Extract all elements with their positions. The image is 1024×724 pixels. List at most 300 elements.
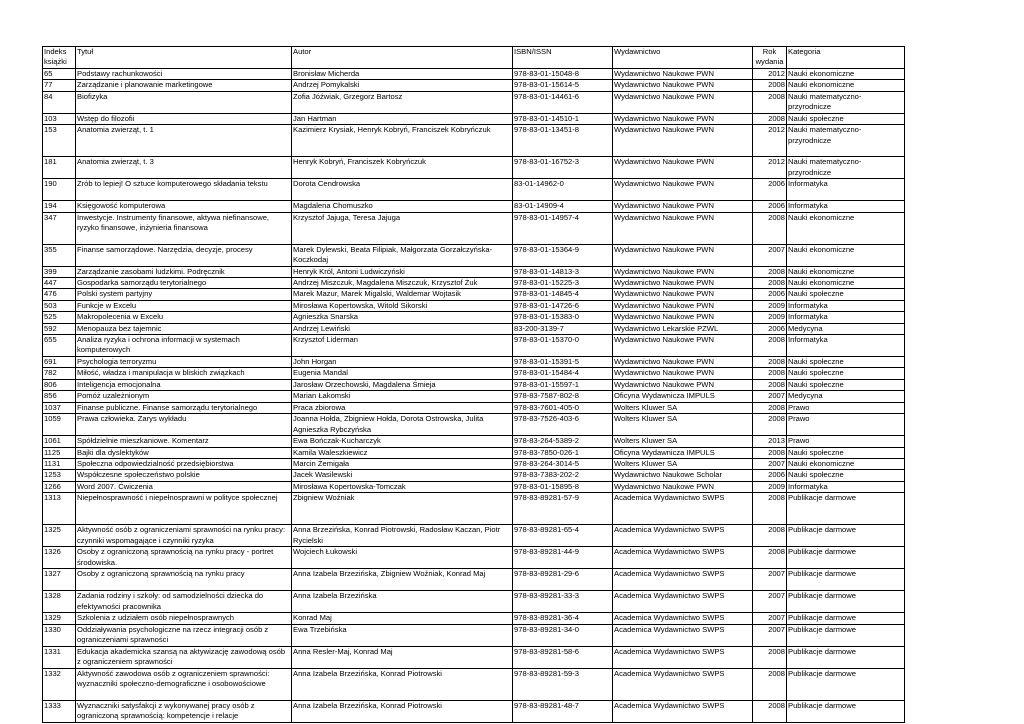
cell-isbn: 978-83-01-16752-3: [513, 157, 613, 179]
cell-rok: 2007: [753, 244, 787, 266]
cell-wydawnictwo: Oficyna Wydawnicza IMPULS: [613, 447, 753, 458]
cell-tytul: Psychologia terroryzmu: [76, 357, 292, 368]
cell-autor: Magdalena Chomuszko: [292, 201, 513, 212]
cell-kategoria: Publikacje darmowe: [787, 624, 905, 646]
cell-wydawnictwo: Wydawnictwo Naukowe PWN: [613, 289, 753, 300]
cell-indeks: 806: [43, 379, 76, 390]
cell-wydawnictwo: Wydawnictwo Naukowe Scholar: [613, 470, 753, 481]
cell-autor: Jarosław Orzechowski, Magdalena Śmieja: [292, 379, 513, 390]
cell-kategoria: Nauki społeczne: [787, 470, 905, 481]
cell-kategoria: Prawo: [787, 414, 905, 436]
cell-kategoria: Publikacje darmowe: [787, 547, 905, 569]
cell-indeks: 1332: [43, 668, 76, 700]
table-row: [43, 157, 905, 179]
cell-indeks: 1333: [43, 700, 76, 722]
cell-isbn: 978-83-89281-57-9: [513, 493, 613, 525]
cell-autor: Andrzej Miszczuk, Magdalena Miszczuk, Krzysztof Żuk: [292, 278, 513, 289]
cell-autor: Marian Łakomski: [292, 391, 513, 402]
cell-tytul: Zadania rodziny i szkoły: od samodzielności dziecka do efektywności pracownika: [76, 591, 292, 613]
cell-rok: 2008: [753, 80, 787, 91]
cell-isbn: 978-83-01-14726-6: [513, 300, 613, 311]
table-row: [43, 700, 905, 722]
cell-wydawnictwo: Academica Wydawnictwo SWPS: [613, 613, 753, 624]
table-row: [43, 113, 905, 124]
cell-wydawnictwo: Wolters Kluwer SA: [613, 414, 753, 436]
cell-kategoria: Informatyka: [787, 312, 905, 323]
table-row: [43, 80, 905, 91]
cell-autor: Zofia Jóźwiak, Grzegorz Bartosz: [292, 91, 513, 113]
table-row: [43, 493, 905, 525]
cell-tytul: Oddziaływania psychologiczne na rzecz integracji osób z ograniczeniami sprawności: [76, 624, 292, 646]
header-autor: Autor: [292, 47, 513, 69]
table-row: [43, 335, 905, 357]
table-row: [43, 668, 905, 700]
cell-isbn: 978-83-01-15484-4: [513, 368, 613, 379]
cell-wydawnictwo: Wolters Kluwer SA: [613, 458, 753, 469]
cell-rok: 2008: [753, 447, 787, 458]
cell-wydawnictwo: Wydawnictwo Naukowe PWN: [613, 80, 753, 91]
cell-isbn: 978-83-01-15370-0: [513, 335, 613, 357]
cell-isbn: 978-83-89281-59-3: [513, 668, 613, 700]
cell-wydawnictwo: Wydawnictwo Lekarskie PZWL: [613, 323, 753, 334]
cell-autor: Bronisław Micherda: [292, 69, 513, 80]
cell-kategoria: Nauki ekonomiczne: [787, 266, 905, 277]
cell-tytul: Finanse publiczne. Finanse samorządu terytorialnego: [76, 402, 292, 413]
cell-isbn: 978-83-89281-44-9: [513, 547, 613, 569]
cell-kategoria: Nauki społeczne: [787, 368, 905, 379]
cell-autor: Marcin Żemigała: [292, 458, 513, 469]
cell-tytul: Bajki dla dyslektyków: [76, 447, 292, 458]
cell-tytul: Gospodarka samorządu terytorialnego: [76, 278, 292, 289]
cell-tytul: Pomóż uzależnionym: [76, 391, 292, 402]
cell-autor: Anna Resler-Maj, Konrad Maj: [292, 646, 513, 668]
cell-tytul: Miłość, władza i manipulacja w bliskich związkach: [76, 368, 292, 379]
cell-rok: 2007: [753, 569, 787, 591]
cell-tytul: Osoby z ograniczoną sprawnością na rynku pracy - portret środowiska.: [76, 547, 292, 569]
cell-isbn: 978-83-7587-802-8: [513, 391, 613, 402]
cell-rok: 2008: [753, 368, 787, 379]
cell-rok: 2008: [753, 525, 787, 547]
cell-isbn: 978-83-01-15225-3: [513, 278, 613, 289]
cell-indeks: 1061: [43, 436, 76, 447]
table-row: [43, 179, 905, 201]
table-row: [43, 613, 905, 624]
cell-tytul: Edukacja akademicka szansą na aktywizację zawodową osób z ograniczeniem sprawności: [76, 646, 292, 668]
cell-indeks: 592: [43, 323, 76, 334]
cell-tytul: Podstawy rachunkowości: [76, 69, 292, 80]
cell-wydawnictwo: Wydawnictwo Naukowe PWN: [613, 357, 753, 368]
cell-indeks: 525: [43, 312, 76, 323]
cell-indeks: 103: [43, 113, 76, 124]
cell-wydawnictwo: Academica Wydawnictwo SWPS: [613, 525, 753, 547]
cell-isbn: 978-83-01-15048-8: [513, 69, 613, 80]
table-row: [43, 323, 905, 334]
cell-isbn: 978-83-89281-34-0: [513, 624, 613, 646]
cell-wydawnictwo: Wydawnictwo Naukowe PWN: [613, 312, 753, 323]
cell-autor: Henryk Kobryń, Franciszek Kobryńczuk: [292, 157, 513, 179]
cell-rok: 2008: [753, 91, 787, 113]
cell-tytul: Anatomia zwierząt, t. 3: [76, 157, 292, 179]
cell-kategoria: Prawo: [787, 402, 905, 413]
cell-kategoria: Nauki społeczne: [787, 379, 905, 390]
cell-kategoria: Nauki ekonomiczne: [787, 80, 905, 91]
cell-isbn: 978-83-01-14510-1: [513, 113, 613, 124]
cell-tytul: Makropolecenia w Excelu: [76, 312, 292, 323]
cell-tytul: Inwestycje. Instrumenty finansowe, aktywa niefinansowe, ryzyko finansowe, inżynieria finansowa: [76, 212, 292, 244]
cell-isbn: 978-83-01-15391-5: [513, 357, 613, 368]
cell-wydawnictwo: Wolters Kluwer SA: [613, 402, 753, 413]
cell-rok: 2007: [753, 613, 787, 624]
cell-kategoria: Nauki matematyczno-przyrodnicze: [787, 125, 905, 157]
cell-rok: 2008: [753, 357, 787, 368]
cell-wydawnictwo: Academica Wydawnictwo SWPS: [613, 624, 753, 646]
cell-isbn: 83-01-14909-4: [513, 201, 613, 212]
cell-indeks: 691: [43, 357, 76, 368]
table-row: [43, 244, 905, 266]
cell-indeks: 1266: [43, 481, 76, 492]
cell-rok: 2008: [753, 493, 787, 525]
cell-autor: John Horgan: [292, 357, 513, 368]
cell-wydawnictwo: Wydawnictwo Naukowe PWN: [613, 91, 753, 113]
cell-kategoria: Medycyna: [787, 323, 905, 334]
cell-kategoria: Nauki społeczne: [787, 113, 905, 124]
cell-kategoria: Nauki ekonomiczne: [787, 458, 905, 469]
cell-autor: Dorota Cendrowska: [292, 179, 513, 201]
cell-autor: Jacek Wasilewski: [292, 470, 513, 481]
cell-isbn: 83-200-3139-7: [513, 323, 613, 334]
cell-autor: Marek Dylewski, Beata Filipiak, Małgorzata Gorzałczyńska-Koczkodaj: [292, 244, 513, 266]
cell-indeks: 1313: [43, 493, 76, 525]
cell-kategoria: Informatyka: [787, 179, 905, 201]
cell-rok: 2009: [753, 300, 787, 311]
cell-tytul: Polski system partyjny: [76, 289, 292, 300]
table-row: [43, 458, 905, 469]
cell-rok: 2006: [753, 179, 787, 201]
cell-wydawnictwo: Wydawnictwo Naukowe PWN: [613, 368, 753, 379]
cell-rok: 2006: [753, 323, 787, 334]
cell-autor: Jan Hartman: [292, 113, 513, 124]
table-row: [43, 436, 905, 447]
cell-indeks: 153: [43, 125, 76, 157]
cell-indeks: 1331: [43, 646, 76, 668]
cell-isbn: 978-83-89281-33-3: [513, 591, 613, 613]
cell-wydawnictwo: Academica Wydawnictwo SWPS: [613, 493, 753, 525]
table-body: [43, 69, 905, 723]
cell-autor: Anna Izabela Brzezińska, Zbigniew Woźniak, Konrad Maj: [292, 569, 513, 591]
cell-tytul: Społeczna odpowiedzialność przedsiębiorstwa: [76, 458, 292, 469]
table-row: [43, 470, 905, 481]
cell-tytul: Zarządzanie i planowanie marketingowe: [76, 80, 292, 91]
cell-tytul: Niepełnosprawność i niepełnosprawni w polityce społecznej: [76, 493, 292, 525]
cell-wydawnictwo: Wydawnictwo Naukowe PWN: [613, 300, 753, 311]
cell-autor: Mirosława Kopertowska, Witold Sikorski: [292, 300, 513, 311]
table-row: [43, 414, 905, 436]
cell-indeks: 181: [43, 157, 76, 179]
cell-indeks: 1125: [43, 447, 76, 458]
table-row: [43, 278, 905, 289]
cell-indeks: 1059: [43, 414, 76, 436]
table-row: [43, 447, 905, 458]
table-row: [43, 91, 905, 113]
cell-isbn: 978-83-01-14461-6: [513, 91, 613, 113]
cell-tytul: Word 2007. Ćwiczenia: [76, 481, 292, 492]
cell-rok: 2007: [753, 591, 787, 613]
cell-autor: Joanna Hołda, Zbigniew Hołda, Dorota Ostrowska, Julita Agnieszka Rybczyńska: [292, 414, 513, 436]
cell-tytul: Spółdzielnie mieszkaniowe. Komentarz: [76, 436, 292, 447]
cell-isbn: 978-83-7850-026-1: [513, 447, 613, 458]
cell-rok: 2012: [753, 157, 787, 179]
cell-rok: 2008: [753, 212, 787, 244]
cell-autor: Anna Izabela Brzezińska, Konrad Piotrowski: [292, 668, 513, 700]
cell-wydawnictwo: Academica Wydawnictwo SWPS: [613, 569, 753, 591]
cell-wydawnictwo: Academica Wydawnictwo SWPS: [613, 646, 753, 668]
cell-isbn: 978-83-7526-403-6: [513, 414, 613, 436]
cell-kategoria: Publikacje darmowe: [787, 700, 905, 722]
cell-tytul: Wyznaczniki satysfakcji z wykonywanej pracy osób z ograniczoną sprawnością: kompetencje i relacje: [76, 700, 292, 722]
cell-wydawnictwo: Wydawnictwo Naukowe PWN: [613, 201, 753, 212]
cell-autor: Wojciech Łukowski: [292, 547, 513, 569]
table-row: [43, 402, 905, 413]
cell-indeks: 84: [43, 91, 76, 113]
cell-kategoria: Medycyna: [787, 391, 905, 402]
cell-isbn: 978-83-01-15614-5: [513, 80, 613, 91]
table-row: [43, 624, 905, 646]
cell-indeks: 503: [43, 300, 76, 311]
table-row: [43, 69, 905, 80]
cell-kategoria: Nauki ekonomiczne: [787, 244, 905, 266]
cell-wydawnictwo: Wydawnictwo Naukowe PWN: [613, 335, 753, 357]
cell-wydawnictwo: Wydawnictwo Naukowe PWN: [613, 157, 753, 179]
cell-indeks: 347: [43, 212, 76, 244]
cell-kategoria: Publikacje darmowe: [787, 525, 905, 547]
header-row: [43, 47, 905, 69]
cell-indeks: 782: [43, 368, 76, 379]
cell-tytul: Wstęp do filozofii: [76, 113, 292, 124]
cell-kategoria: Publikacje darmowe: [787, 493, 905, 525]
cell-indeks: 1131: [43, 458, 76, 469]
cell-autor: Eugenia Mandal: [292, 368, 513, 379]
cell-tytul: Zrób to lepiej! O sztuce komputerowego składania tekstu: [76, 179, 292, 201]
cell-kategoria: Nauki społeczne: [787, 447, 905, 458]
cell-autor: Praca zbiorowa: [292, 402, 513, 413]
cell-autor: Ewa Trzebińska: [292, 624, 513, 646]
cell-kategoria: Nauki ekonomiczne: [787, 278, 905, 289]
cell-autor: Kazimierz Krysiak, Henryk Kobryń, Franciszek Kobryńczuk: [292, 125, 513, 157]
cell-kategoria: Publikacje darmowe: [787, 668, 905, 700]
cell-wydawnictwo: Academica Wydawnictwo SWPS: [613, 700, 753, 722]
cell-indeks: 65: [43, 69, 76, 80]
cell-isbn: 978-83-89281-36-4: [513, 613, 613, 624]
cell-kategoria: Publikacje darmowe: [787, 591, 905, 613]
cell-rok: 2008: [753, 335, 787, 357]
cell-isbn: 978-83-01-15383-0: [513, 312, 613, 323]
cell-rok: 2013: [753, 436, 787, 447]
cell-indeks: 399: [43, 266, 76, 277]
cell-rok: 2007: [753, 624, 787, 646]
cell-tytul: Współczesne społeczeństwo polskie: [76, 470, 292, 481]
cell-autor: Agnieszka Snarska: [292, 312, 513, 323]
header-kategoria: Kategoria: [787, 47, 905, 69]
cell-autor: Andrzej Pomykalski: [292, 80, 513, 91]
cell-wydawnictwo: Wydawnictwo Naukowe PWN: [613, 481, 753, 492]
cell-isbn: 978-83-01-13451-8: [513, 125, 613, 157]
cell-kategoria: Publikacje darmowe: [787, 613, 905, 624]
cell-rok: 2006: [753, 470, 787, 481]
cell-kategoria: Nauki społeczne: [787, 289, 905, 300]
cell-tytul: Anatomia zwierząt, t. 1: [76, 125, 292, 157]
cell-isbn: 978-83-7601-405-0: [513, 402, 613, 413]
cell-kategoria: Nauki ekonomiczne: [787, 212, 905, 244]
cell-isbn: 978-83-89281-65-4: [513, 525, 613, 547]
cell-autor: Krzysztof Jajuga, Teresa Jajuga: [292, 212, 513, 244]
cell-isbn: 978-83-264-3014-5: [513, 458, 613, 469]
cell-wydawnictwo: Wydawnictwo Naukowe PWN: [613, 69, 753, 80]
cell-tytul: Analiza ryzyka i ochrona informacji w systemach komputerowych: [76, 335, 292, 357]
cell-rok: 2008: [753, 402, 787, 413]
table-row: [43, 289, 905, 300]
cell-autor: Henryk Król, Antoni Ludwiczyński: [292, 266, 513, 277]
cell-tytul: Księgowość komputerowa: [76, 201, 292, 212]
header-rok: Rok wydania: [753, 47, 787, 69]
cell-kategoria: Informatyka: [787, 335, 905, 357]
cell-isbn: 83-01-14962-0: [513, 179, 613, 201]
cell-isbn: 978-83-264-5389-2: [513, 436, 613, 447]
cell-tytul: Menopauza bez tajemnic: [76, 323, 292, 334]
cell-wydawnictwo: Academica Wydawnictwo SWPS: [613, 591, 753, 613]
cell-tytul: Prawa człowieka. Zarys wykładu: [76, 414, 292, 436]
cell-rok: 2008: [753, 414, 787, 436]
table-row: [43, 391, 905, 402]
cell-rok: 2008: [753, 113, 787, 124]
table-row: [43, 379, 905, 390]
cell-wydawnictwo: Academica Wydawnictwo SWPS: [613, 668, 753, 700]
cell-rok: 2008: [753, 700, 787, 722]
cell-rok: 2006: [753, 201, 787, 212]
cell-kategoria: Publikacje darmowe: [787, 569, 905, 591]
cell-wydawnictwo: Wydawnictwo Naukowe PWN: [613, 179, 753, 201]
cell-isbn: 978-83-89281-29-6: [513, 569, 613, 591]
cell-kategoria: Informatyka: [787, 201, 905, 212]
cell-rok: 2008: [753, 668, 787, 700]
cell-isbn: 978-83-01-15895-8: [513, 481, 613, 492]
cell-tytul: Funkcje w Excelu: [76, 300, 292, 311]
table-row: [43, 368, 905, 379]
cell-indeks: 1326: [43, 547, 76, 569]
cell-indeks: 476: [43, 289, 76, 300]
cell-tytul: Aktywność osób z ograniczeniami sprawności na rynku pracy: czynniki wspomagające i czynniki ryzyka: [76, 525, 292, 547]
cell-kategoria: Informatyka: [787, 481, 905, 492]
cell-indeks: 655: [43, 335, 76, 357]
cell-tytul: Finanse samorządowe. Narzędzia, decyzje, procesy: [76, 244, 292, 266]
cell-rok: 2008: [753, 646, 787, 668]
table-row: [43, 212, 905, 244]
cell-kategoria: Nauki matematyczno-przyrodnicze: [787, 157, 905, 179]
cell-indeks: 856: [43, 391, 76, 402]
cell-autor: Zbigniew Woźniak: [292, 493, 513, 525]
cell-wydawnictwo: Academica Wydawnictwo SWPS: [613, 547, 753, 569]
cell-wydawnictwo: Wydawnictwo Naukowe PWN: [613, 278, 753, 289]
cell-indeks: 1329: [43, 613, 76, 624]
cell-rok: 2009: [753, 481, 787, 492]
cell-rok: 2008: [753, 547, 787, 569]
cell-tytul: Zarządzanie zasobami ludzkimi. Podręcznik: [76, 266, 292, 277]
table-row: [43, 125, 905, 157]
cell-indeks: 1253: [43, 470, 76, 481]
cell-autor: Mirosława Kopertowska-Tomczak: [292, 481, 513, 492]
cell-kategoria: Nauki ekonomiczne: [787, 69, 905, 80]
cell-rok: 2007: [753, 458, 787, 469]
cell-tytul: Szkolenia z udziałem osób niepełnosprawnych: [76, 613, 292, 624]
cell-isbn: 978-83-01-15364-9: [513, 244, 613, 266]
cell-autor: Krzysztof Liderman: [292, 335, 513, 357]
header-tytul: Tytuł: [76, 47, 292, 69]
table-row: [43, 591, 905, 613]
cell-rok: 2009: [753, 312, 787, 323]
cell-isbn: 978-83-01-14957-4: [513, 212, 613, 244]
cell-autor: Anna Izabela Brzezińska, Konrad Piotrowski: [292, 700, 513, 722]
cell-autor: Ewa Bończak-Kucharczyk: [292, 436, 513, 447]
cell-autor: Marek Mazur, Marek Migalski, Waldemar Wojtasik: [292, 289, 513, 300]
cell-isbn: 978-83-01-14845-4: [513, 289, 613, 300]
header-indeks: Indeks książki: [43, 47, 76, 69]
cell-autor: Andrzej Lewiński: [292, 323, 513, 334]
cell-rok: 2008: [753, 379, 787, 390]
header-wydawnictwo: Wydawnictwo: [613, 47, 753, 69]
cell-wydawnictwo: Wydawnictwo Naukowe PWN: [613, 113, 753, 124]
table-row: [43, 525, 905, 547]
cell-indeks: 77: [43, 80, 76, 91]
cell-wydawnictwo: Oficyna Wydawnicza IMPULS: [613, 391, 753, 402]
header-isbn: ISBN/ISSN: [513, 47, 613, 69]
cell-rok: 2012: [753, 125, 787, 157]
cell-autor: Kamila Waleszkiewicz: [292, 447, 513, 458]
cell-tytul: Osoby z ograniczoną sprawnością na rynku pracy: [76, 569, 292, 591]
cell-kategoria: Informatyka: [787, 300, 905, 311]
table-row: [43, 357, 905, 368]
cell-kategoria: Nauki matematyczno-przyrodnicze: [787, 91, 905, 113]
cell-autor: Anna Brzezińska, Konrad Piotrowski, Radosław Kaczan, Piotr Rycielski: [292, 525, 513, 547]
cell-indeks: 190: [43, 179, 76, 201]
books-table: [42, 46, 905, 723]
cell-rok: 2008: [753, 266, 787, 277]
cell-rok: 2006: [753, 289, 787, 300]
cell-kategoria: Nauki społeczne: [787, 357, 905, 368]
cell-isbn: 978-83-89281-48-7: [513, 700, 613, 722]
cell-indeks: 1330: [43, 624, 76, 646]
cell-tytul: Inteligencja emocjonalna: [76, 379, 292, 390]
table-row: [43, 300, 905, 311]
cell-isbn: 978-83-01-15597-1: [513, 379, 613, 390]
cell-isbn: 978-83-89281-58-6: [513, 646, 613, 668]
cell-autor: Anna Izabela Brzezińska: [292, 591, 513, 613]
cell-wydawnictwo: Wydawnictwo Naukowe PWN: [613, 212, 753, 244]
table-row: [43, 201, 905, 212]
table-row: [43, 312, 905, 323]
cell-indeks: 1037: [43, 402, 76, 413]
cell-wydawnictwo: Wolters Kluwer SA: [613, 436, 753, 447]
cell-kategoria: Prawo: [787, 436, 905, 447]
cell-indeks: 1327: [43, 569, 76, 591]
cell-kategoria: Publikacje darmowe: [787, 646, 905, 668]
cell-tytul: Aktywność zawodowa osób z ograniczeniem sprawności: wyznaczniki społeczno-demograficzne i osobowościowe: [76, 668, 292, 700]
cell-wydawnictwo: Wydawnictwo Naukowe PWN: [613, 266, 753, 277]
table-row: [43, 481, 905, 492]
cell-wydawnictwo: Wydawnictwo Naukowe PWN: [613, 379, 753, 390]
table-row: [43, 547, 905, 569]
table-row: [43, 266, 905, 277]
cell-indeks: 1328: [43, 591, 76, 613]
cell-rok: 2007: [753, 391, 787, 402]
